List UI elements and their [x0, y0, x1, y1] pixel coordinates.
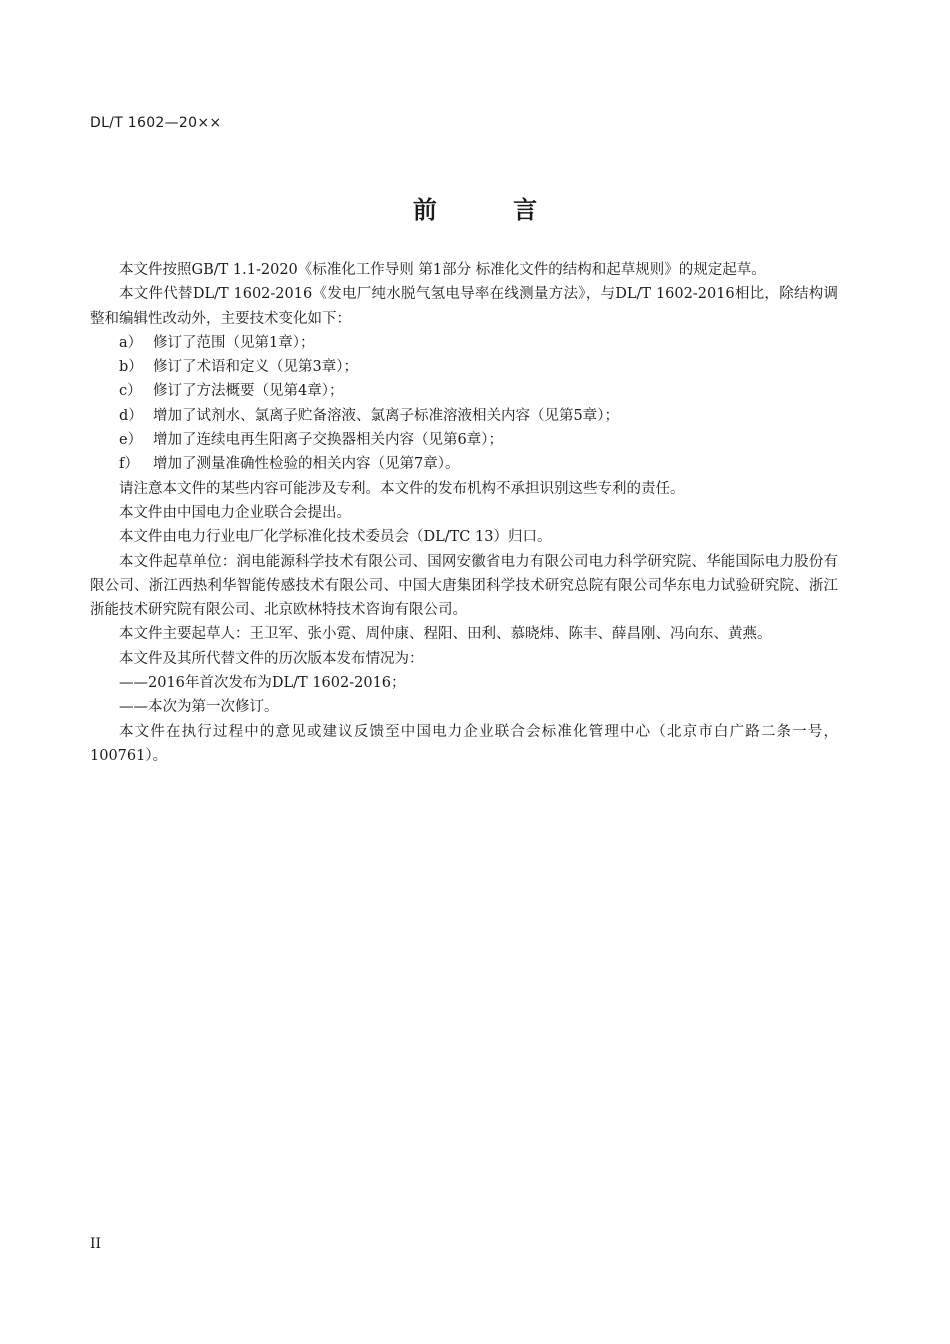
list-marker: b）: [119, 359, 143, 376]
change-item-a: [90, 331, 838, 355]
change-item-b: [90, 355, 838, 379]
list-marker: c）: [119, 383, 142, 400]
list-text: 修订了范围（见第1章）；: [153, 334, 315, 351]
list-marker: d）: [119, 407, 143, 424]
foreword-content: [90, 258, 838, 768]
page-title: 前 言: [412, 196, 572, 224]
change-item-e: [90, 428, 838, 452]
paragraph-drafters: 本文件主要起草人：王卫军、张小霓、周仲康、程阳、田利、慕晓炜、陈丰、薛昌刚、冯向东、黄燕。: [119, 626, 772, 643]
paragraph-feedback: 本文件在执行过程中的意见或建议反馈至中国电力企业联合会标准化管理中心（北京市白广路二条一号，100761）。: [90, 723, 838, 764]
paragraph-drafting-rules: 本文件按照GB/T 1.1-2020《标准化工作导则 第1部分 标准化文件的结构和起草规则》的规定起草。: [119, 262, 766, 278]
paragraph-proposer: 本文件由中国电力企业联合会提出。: [119, 504, 351, 521]
version-history-item: ——本次为第一次修订。: [119, 699, 279, 716]
document-code: DL/T 1602—20××: [90, 115, 222, 131]
change-item-d: [90, 404, 838, 428]
paragraph-technical-committee: 本文件由电力行业电厂化学标准化技术委员会（DL/TC 13）归口。: [119, 529, 552, 546]
list-marker: a）: [119, 334, 143, 351]
list-marker: f）: [119, 456, 139, 473]
version-history-item: ——2016年首次发布为DL/T 1602-2016；: [119, 675, 406, 692]
list-marker: e）: [119, 432, 143, 449]
paragraph-patent-notice: 请注意本文件的某些内容可能涉及专利。本文件的发布机构不承担识别这些专利的责任。: [119, 480, 685, 497]
list-text: 增加了试剂水、氯离子贮备溶液、氯离子标准溶液相关内容（见第5章）；: [153, 407, 619, 424]
list-text: 修订了术语和定义（见第3章）；: [153, 359, 358, 376]
paragraph-replacement: 本文件代替DL/T 1602-2016《发电厂纯水脱气氢电导率在线测量方法》，与DL/T 1602-2016相比，除结构调整和编辑性改动外，主要技术变化如下：: [90, 286, 838, 327]
list-text: 增加了连续电再生阳离子交换器相关内容（见第6章）；: [153, 432, 503, 449]
change-item-c: [90, 379, 838, 403]
list-text: 修订了方法概要（见第4章）；: [153, 383, 344, 400]
list-text: 增加了测量准确性检验的相关内容（见第7章）。: [153, 456, 460, 473]
change-item-f: [90, 452, 838, 476]
page-number: II: [90, 1236, 102, 1252]
paragraph-version-history: 本文件及其所代替文件的历次版本发布情况为：: [119, 650, 424, 667]
paragraph-drafting-units: 本文件起草单位：润电能源科学技术有限公司、国网安徽省电力有限公司电力科学研究院、华能国际电力股份有限公司、浙江西热利华智能传感技术有限公司、中国大唐集团科学技术研究总院有限公司华东电力试验研究院、浙江浙能技术研究院有限公司、北京欧林特技术咨询有限公司。: [90, 553, 838, 619]
